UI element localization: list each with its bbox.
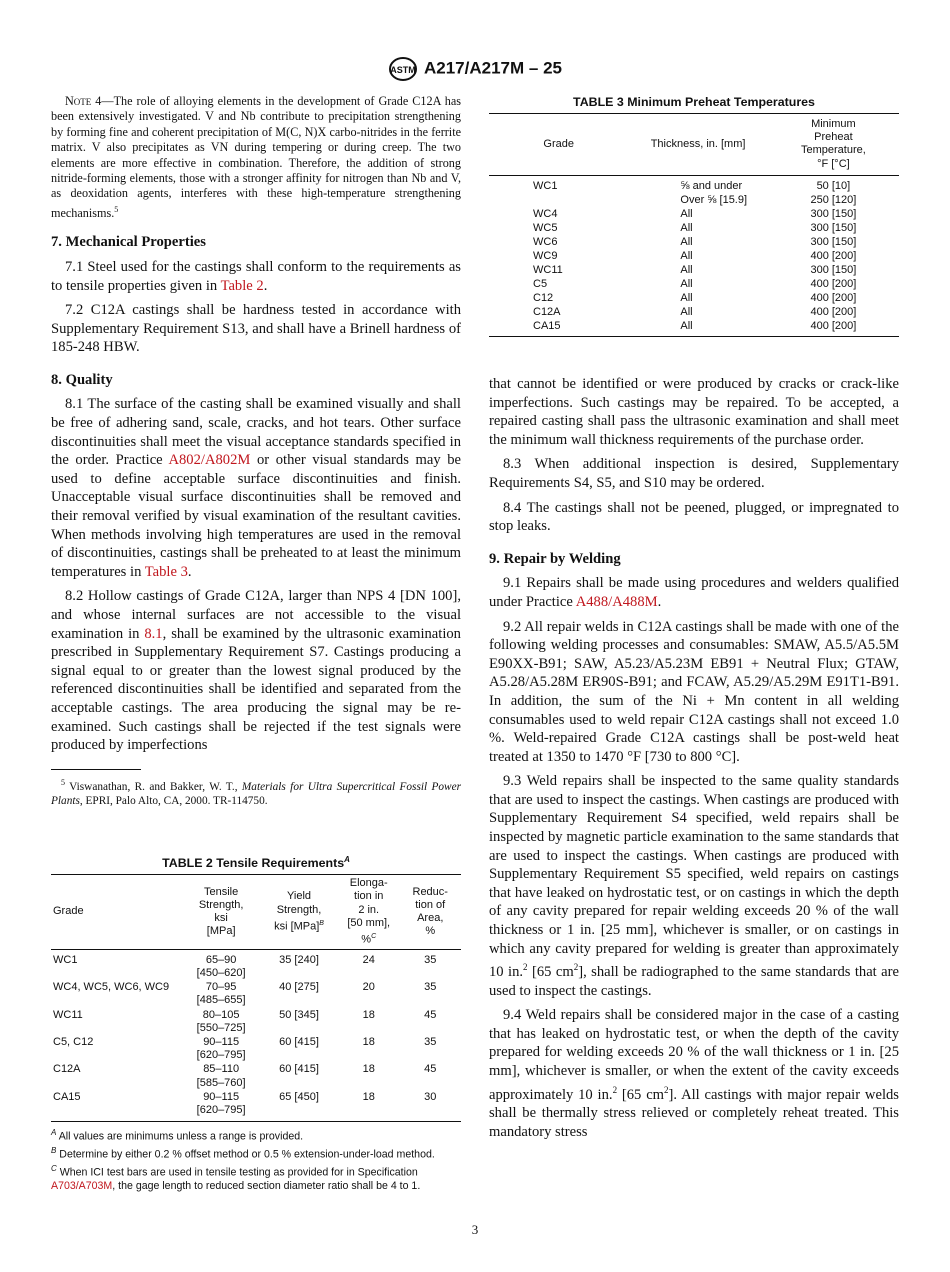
para-7-1: 7.1 Steel used for the castings shall conform to the requirements as to tensile properties given in Table 2.	[51, 258, 461, 294]
left-column	[51, 94, 461, 809]
t3-header-temp: Minimum Preheat Temperature, °F [°C]	[768, 114, 899, 176]
t2-header-tensile: Tensile Strength, ksi [MPa]	[182, 875, 260, 950]
astm-logo-icon	[388, 56, 418, 82]
para-8-3: 8.3 When additional inspection is desired, Supplementary Requirements S4, S5, and S10 may be ordered.	[489, 456, 899, 491]
section-7-heading: 7. Mechanical Properties	[51, 234, 206, 251]
para-8-4: 8.4 The castings shall not be peened, plugged, or impregnated to stop leaks.	[489, 499, 899, 535]
table-row: CA15 All 400 [200]	[489, 319, 899, 337]
table-3-title: TABLE 3 Minimum Preheat Temperatures	[573, 95, 815, 109]
t3-header-grade: Grade	[489, 114, 628, 176]
page-header	[0, 56, 950, 82]
para-9-2: 9.2 All repair welds in C12A castings shall be made with one of the following welding processes and consumables: SMAW, A5.5/A5.5M E90XX-B91; SAW, A5.23/A5.23M EB91 + Neutral Flux; GTAW, A5.28/A5.28M ER90S-B91; and FCAW, A5.29/A5.29M E91T1-B91. In addition, the sum of the Ni + Mn content in all welding consumables used to weld repair C12A castings shall not exceed 1.0 %. Weld-repaired Grade C12A castings shall be post-weld heat treated at 1350 to 1470 °F [730 to 800 °C].	[489, 618, 899, 765]
svg-text:ASTM: ASTM	[390, 65, 416, 75]
table-3-link[interactable]: Table 3	[144, 563, 188, 580]
document-designation: A217/A217M – 25	[424, 58, 562, 78]
a802-link[interactable]: A802/A802M	[168, 452, 251, 469]
table-row: C5, C12 90–115 [620–795] 60 [415] 18 35	[53, 1036, 437, 1062]
table-row: WC11 80–105 [550–725] 50 [345] 18 45	[53, 1008, 437, 1034]
para-9-4: 9.4 Weld repairs shall be considered major in the case of a casting that has leaked on hydrostatic test, or when the depth of the cavity prepared for welding exceeds 20 % of the wall thickness or 1 in. [25 mm], whichever is smaller, or when the extent of the cavity exceeds approximately 10 in.$^2$ [65 $cm^2$]. All castings with major repair welds shall be thermally stress relieved or completely reheat treated. This mandatory stress	[489, 1007, 899, 1140]
table-row: WC9 All 400 [200]	[533, 249, 857, 262]
table-row: WC6 All 300 [150]	[533, 235, 857, 248]
table-2-title: TABLE 2 Tensile Requirements$^A$	[162, 855, 350, 871]
table-row: C12 All 400 [200]	[533, 291, 857, 304]
table-row: C5 All 400 [200]	[533, 277, 857, 290]
table-row: CA15 90–115 [620–795] 65 [450] 18 30	[51, 1091, 461, 1122]
note-4: Note 4—The role of alloying elements in the development of Grade C12A has been extensively investigated. V and Nb contribute to precipitation strengthening by forming fine and coherent precipitation of M(C, N)X carbo-nitrides in the ferrite matrix. V also precipitates as VN during tempering or during creep. The two elements are more effective in combination. Therefore, the addition of strong nitride-forming elements, those with a stronger affinity for nitrogen than Nb and V, as deoxidation agents, interferes with these high-temperature strengthening mechanisms.$^5$	[51, 94, 461, 220]
table-2-link[interactable]: Table 2	[220, 277, 264, 294]
footnote-rule	[51, 769, 141, 770]
table-2-footnotes: $^A$ All values are minimums unless a range is provided. $^B$ Determine by either 0.2 % offset method or 0.5 % extension-under-load method. $^C$ When ICI test bars are used in tensile testing as provided for in Specification A703/A703M, the gage length to reduced section diameter ratio shall be 4 to 1.	[51, 1128, 435, 1193]
table-row: WC4 All 300 [150]	[533, 207, 857, 220]
table-2	[51, 855, 461, 1193]
table-row: WC1 65–90 [450–620] 35 [240] 24 35	[53, 953, 437, 979]
para-8-1: 8.1 The surface of the casting shall be examined visually and shall be free of adhering sand, scale, cracks, and hot tears. Other surface discontinuities shall meet the visual acceptance standards specified in the order. Practice A802/A802M or other visual standards may be used to define acceptable surface discontinuities and finish. Unacceptable visual surface discontinuities shall be removed and their removal verified by visual examination of the resultant cavities. When methods involving high temperatures are used in the removal of discontinuities, castings shall be preheated to at least the minimum temperatures in Table 3.	[51, 396, 461, 580]
para-9-1: 9.1 Repairs shall be made using procedures and welders qualified under Practice A488/A488M.	[489, 575, 899, 610]
right-column	[489, 375, 899, 1147]
table-row: C12A All 400 [200]	[533, 305, 857, 318]
table-row: C12A 85–110 [585–760] 60 [415] 18 45	[53, 1063, 437, 1089]
table-row: WC5 All 300 [150]	[533, 221, 857, 234]
para-7-2: 7.2 C12A castings shall be hardness tested in accordance with Supplementary Requirement S13, and shall have a Brinell hardness of 185-248 HBW.	[51, 302, 461, 356]
para-8-2-continued: that cannot be identified or were produced by cracks or crack-like imperfections. Such castings may be repaired. To be accepted, a repaired casting shall pass the ultrasonic examination and shall meet the minimum wall thickness requirements of the purchase order.	[489, 376, 899, 448]
t2-header-yield: Yield Strength, ksi [MPa]$^B$	[260, 875, 338, 950]
section-8-1-link[interactable]: 8.1	[144, 625, 163, 642]
section-8-heading: 8. Quality	[51, 371, 113, 388]
page-number: 3	[471, 1222, 479, 1237]
a703-link[interactable]: A703/A703M	[51, 1180, 113, 1193]
para-9-3: 9.3 Weld repairs shall be inspected to the same quality standards that are used to inspect the castings. When castings are produced with Supplementary Requirement S4 specified, weld repairs shall be inspected by magnetic particle examination to the same standards that are used to inspect the castings. When castings are produced with Supplementary Requirement S5 specified, weld repairs on castings that have leaked on hydrostatic test, or on castings in which the depth of any cavity prepared for repair welding exceeds 20 % of the wall thickness or 1 in. [25 mm], whichever is smaller, or on castings in which any cavity prepared for welding is greater than approximately 10 in.$^2$ [65 $cm^2$], shall be radiographed to the same standards that are used to inspect the castings.	[489, 773, 899, 999]
table-row: WC11 All 300 [150]	[533, 263, 857, 276]
a488-link[interactable]: A488/A488M	[575, 593, 658, 610]
t3-header-thickness: Thickness, in. [mm]	[628, 114, 767, 176]
para-8-2: 8.2 Hollow castings of Grade C12A, larger than NPS 4 [DN 100], and whose internal surfaces are not accessible to the visual examination in 8.1, shall be examined by the ultrasonic examination prescribed in Supplementary Requirement S7. Castings producing a signal equal to or greater than the lowest signal produced by the referenced discontinuities shall be identified and separated from the acceptable castings. The area producing the signal may be re-examined. Such castings shall be rejected if the test signals were produced by imperfections	[51, 588, 461, 754]
t2-header-reduction: Reduc- tion of Area, %	[399, 875, 461, 950]
t2-header-grade: Grade	[51, 875, 182, 950]
table-row: Over ⅝ [15.9] 250 [120]	[680, 193, 857, 206]
footnote-5: $^5$ Viswanathan, R. and Bakker, W. T., Materials for Ultra Supercritical Fossil Power Plants, EPRI, Palo Alto, CA, 2000. TR-114750.	[51, 777, 461, 808]
table-row: WC1 ⅝ and under 50 [10]	[533, 179, 851, 192]
t2-header-elongation: Elonga- tion in 2 in. [50 mm], %$^C$	[338, 875, 400, 950]
table-3	[489, 95, 899, 337]
section-9-heading: 9. Repair by Welding	[489, 550, 621, 567]
table-row: WC4, WC5, WC6, WC9 70–95 [485–655] 40 [275] 20 35	[53, 981, 437, 1007]
